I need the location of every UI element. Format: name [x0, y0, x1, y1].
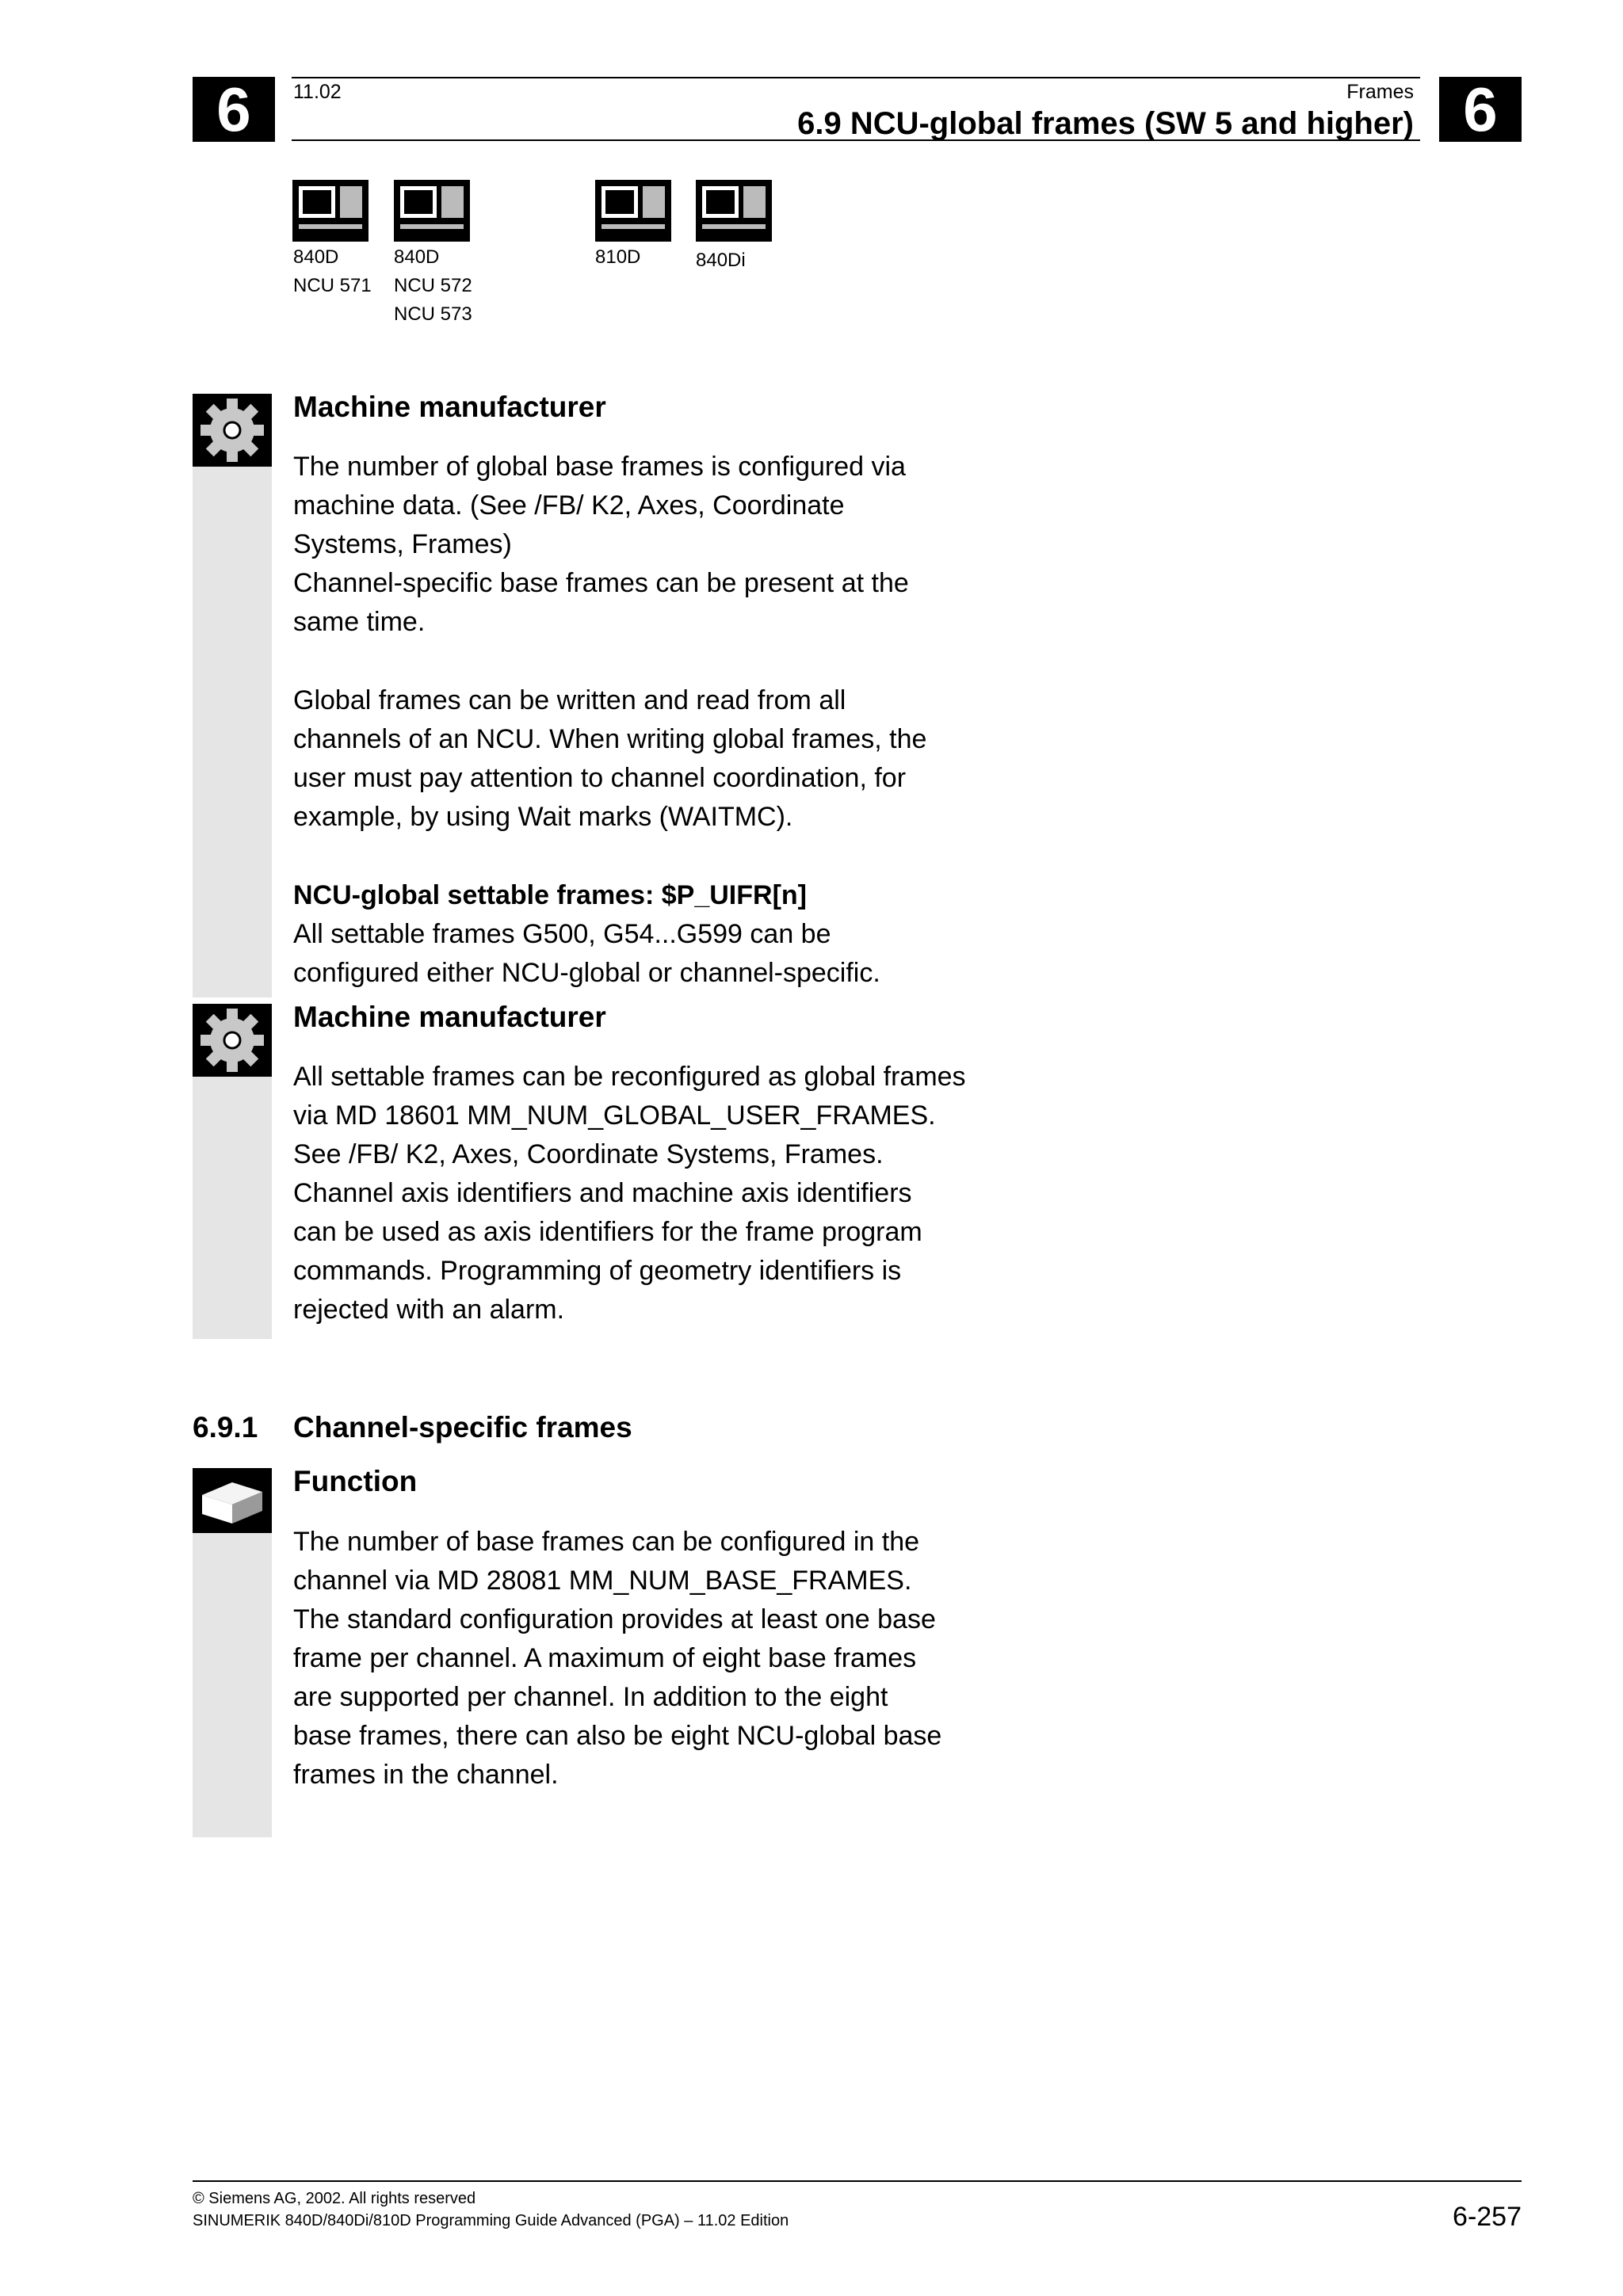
text-line: frames in the channel. — [293, 1760, 559, 1790]
control-label-840di — [696, 246, 746, 275]
text-line: configured either NCU-global or channel-specific. — [293, 958, 880, 988]
section-title: Channel-specific frames — [293, 1411, 632, 1444]
text-line: machine data. (See /FB/ K2, Axes, Coordinate — [293, 490, 845, 521]
margin-bar-block1 — [193, 394, 272, 997]
text-line: Channel axis identifiers and machine axis identifiers — [293, 1178, 912, 1208]
control-panel-icon-840d-ncu571 — [292, 180, 369, 242]
control-panel-icon-840di — [696, 180, 772, 242]
text-line: base frames, there can also be eight NCU-global base — [293, 1721, 942, 1751]
function-heading: Function — [293, 1465, 418, 1497]
control-panel-icon-840d-ncu572 — [394, 180, 470, 242]
control-model: 840D — [293, 246, 339, 268]
text-line: All settable frames G500, G54...G599 can be — [293, 919, 831, 949]
text-line: All settable frames can be reconfigured as global frames — [293, 1062, 966, 1092]
control-label-810d — [595, 243, 640, 272]
text-line: The standard configuration provides at least one base — [293, 1604, 936, 1634]
control-model: 840D — [394, 246, 440, 268]
block1-subheading: NCU-global settable frames: $P_UIFR[n] — [293, 880, 807, 910]
footer-document-title: SINUMERIK 840D/840Di/810D Programming Guide Advanced (PGA) – 11.02 Edition — [193, 2212, 789, 2229]
page-title: 6.9 NCU-global frames (SW 5 and higher) — [797, 106, 1414, 141]
control-model: 810D — [595, 246, 641, 268]
text-line: See /FB/ K2, Axes, Coordinate Systems, Frames. — [293, 1139, 884, 1169]
gear-icon — [193, 394, 272, 467]
header-chapter-title: Frames — [1346, 81, 1414, 103]
text-line: Channel-specific base frames can be present at the — [293, 568, 909, 598]
control-panel-icon-810d — [595, 180, 671, 242]
control-model: 840Di — [696, 250, 746, 271]
block2-paragraph — [293, 1058, 966, 1329]
control-ncu: NCU 572 NCU 573 — [394, 275, 472, 325]
text-line: channel via MD 28081 MM_NUM_BASE_FRAMES. — [293, 1566, 912, 1596]
function-block-icon — [193, 1468, 272, 1533]
text-line: user must pay attention to channel coordination, for — [293, 763, 907, 793]
text-line: frame per channel. A maximum of eight base frames — [293, 1643, 917, 1673]
chapter-number-right: 6 — [1439, 77, 1522, 142]
text-line: Systems, Frames) — [293, 529, 512, 559]
block2-heading: Machine manufacturer — [293, 1001, 606, 1033]
header-date: 11.02 — [293, 81, 342, 103]
page-number: 6-257 — [1453, 2202, 1522, 2232]
section-number: 6.9.1 — [193, 1411, 258, 1444]
block1-paragraph-1 — [293, 448, 909, 642]
gear-icon — [193, 1004, 272, 1077]
text-line: are supported per channel. In addition to the eight — [293, 1682, 888, 1712]
text-line: The number of base frames can be configured in the — [293, 1527, 920, 1557]
chapter-number-left: 6 — [193, 77, 275, 142]
text-line: rejected with an alarm. — [293, 1295, 565, 1325]
control-label-840d-ncu572 — [394, 243, 472, 329]
block1-paragraph-3 — [293, 876, 880, 993]
text-line: same time. — [293, 607, 426, 637]
text-line: channels of an NCU. When writing global frames, the — [293, 724, 927, 754]
text-line: The number of global base frames is configured via — [293, 452, 906, 482]
footer-rule — [193, 2180, 1522, 2182]
block1-paragraph-2 — [293, 681, 926, 837]
text-line: commands. Programming of geometry identifiers is — [293, 1256, 902, 1286]
header-top-rule — [292, 77, 1420, 78]
section-paragraph — [293, 1523, 941, 1794]
footer-copyright: © Siemens AG, 2002. All rights reserved — [193, 2190, 476, 2207]
control-label-840d-ncu571 — [293, 243, 372, 300]
text-line: example, by using Wait marks (WAITMC). — [293, 802, 793, 832]
block1-heading: Machine manufacturer — [293, 391, 606, 423]
control-ncu: NCU 571 — [293, 275, 372, 296]
text-line: Global frames can be written and read from all — [293, 685, 846, 715]
text-line: via MD 18601 MM_NUM_GLOBAL_USER_FRAMES. — [293, 1100, 936, 1131]
text-line: can be used as axis identifiers for the frame program — [293, 1217, 922, 1247]
